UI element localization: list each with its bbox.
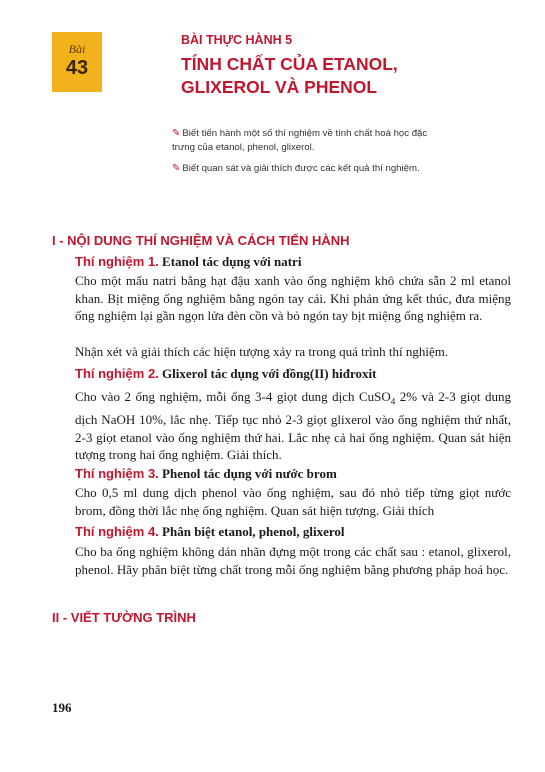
objective-text-cont: trưng của etanol, phenol, glixerol. [172,142,315,153]
experiment-title: Phenol tác dụng với nước brom [162,466,337,481]
subscript: 4 [390,396,396,407]
experiment-3-body: Cho 0,5 ml dung dịch phenol vào ống nghiệm, sau đó nhỏ tiếp từng giọt nước brom, đồng thời lắc nhẹ ống nghiệm. Quan sát hiện tượng. Giải thích [75,485,511,518]
lesson-badge-word: Bài [68,42,86,56]
lesson-number: 43 [65,57,89,79]
experiment-title: Phân biệt etanol, phenol, glixerol [162,524,345,539]
experiment-1-body: Cho một mẩu natri bằng hạt đậu xanh vào ống nghiệm khô chứa sẵn 2 ml etanol khan. Bịt miệng ống nghiệm bằng ngón tay cái. Khi phản ứng kết thúc, đưa miệng ống nghiệm lại gần ngọn lửa đèn cồn và bỏ ngón tay bịt miệng ống nghiệm ra. [75,273,511,324]
experiment-1-heading [75,254,301,270]
experiment-4-heading [75,524,345,540]
lesson-badge [52,32,102,92]
pen-icon: ✎ [172,128,181,139]
experiment-title: Etanol tác dụng với natri [162,254,302,269]
experiment-4-body: Cho ba ống nghiệm không dán nhãn đựng một trong các chất sau : etanol, glixerol, phenol. Hãy phân biệt từng chất trong mỗi ống nghiệm bằng phương pháp hoá học. [75,544,511,577]
lesson-subtitle: BÀI THỰC HÀNH 5 [181,33,293,47]
experiment-title: Glixerol tác dụng với đồng(II) hiđroxit [162,366,377,381]
body-text: Cho vào 2 ống nghiệm, mỗi ống 3-4 giọt dung dịch CuSO [75,389,391,404]
pen-icon: ✎ [172,163,181,174]
objective-item [172,127,512,155]
experiment-label: Thí nghiệm 2. [75,366,159,381]
body-text-cont: 2% và 2-3 giọt dung dịch NaOH 10%, lắc nhẹ. Tiếp tục nhỏ 2-3 giọt glixerol vào ống nghiệm thứ nhất, 2-3 giọt etanol vào ống nghiệm thứ hai. Lắc nhẹ cả hai ống nghiệm. Quan sát hiện tượng trong hai ống nghiệm. Giải thích. [75,389,511,463]
lesson-title-line-1: TÍNH CHẤT CỦA ETANOL, [181,54,398,74]
objective-text: Biết quan sát và giải thích được các kết quả thí nghiệm. [182,163,420,174]
section-heading-1: I - NỘI DUNG THÍ NGHIỆM VÀ CÁCH TIẾN HÀNH [52,233,350,248]
page-number: 196 [52,700,72,715]
experiment-label: Thí nghiệm 4. [75,524,159,539]
experiment-label: Thí nghiệm 3. [75,466,159,481]
experiment-2-body [75,388,511,464]
experiment-3-heading [75,466,337,482]
objective-text: Biết tiến hành một số thí nghiệm về tính chất hoá học đặc [182,128,428,139]
experiment-2-heading [75,366,376,382]
section-heading-2: II - VIẾT TƯỜNG TRÌNH [52,610,196,625]
experiment-1-note: Nhận xét và giải thích các hiện tượng xảy ra trong quá trình thí nghiệm. [75,344,449,359]
experiment-label: Thí nghiệm 1. [75,254,159,269]
lesson-title-line-2: GLIXEROL VÀ PHENOL [181,77,378,97]
lesson-title [181,53,398,99]
objective-item [172,162,512,176]
